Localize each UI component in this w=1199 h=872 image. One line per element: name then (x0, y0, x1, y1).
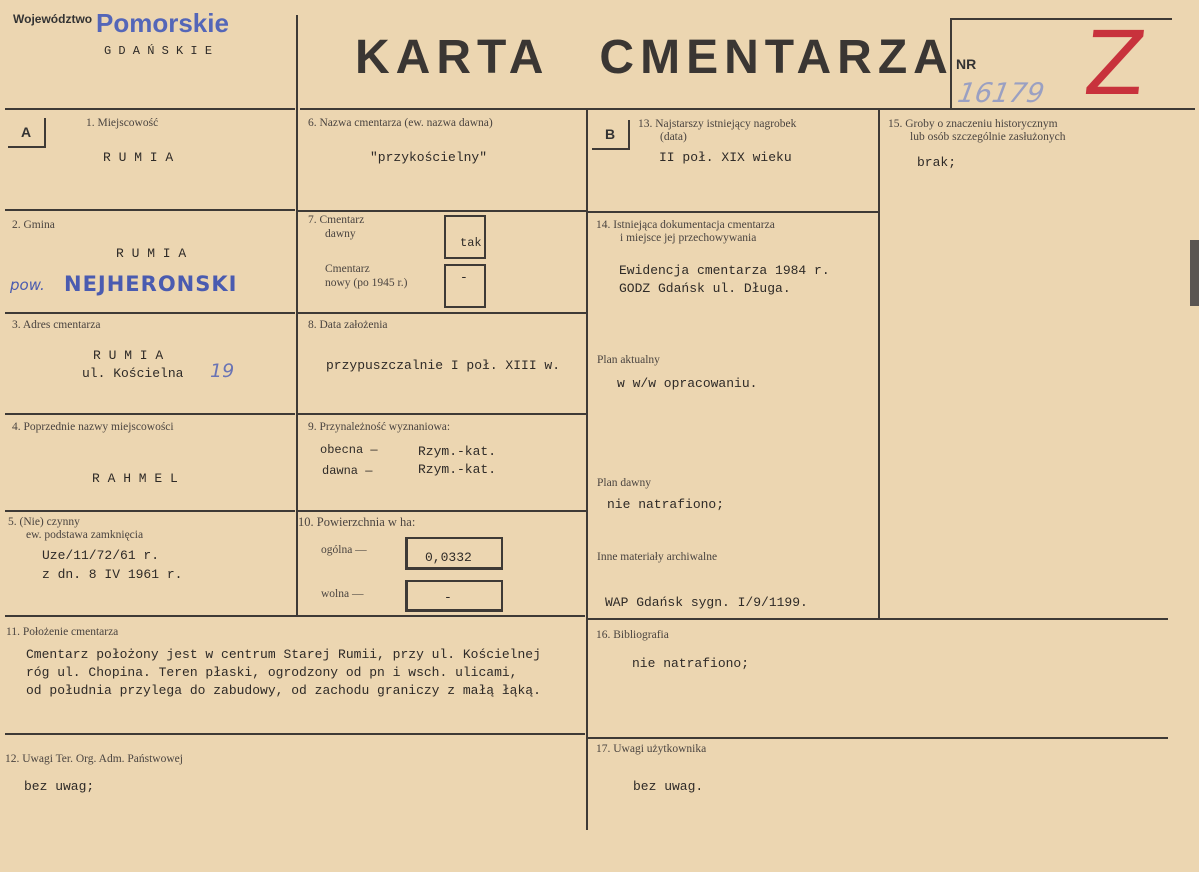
rule (298, 413, 586, 415)
voivodeship-label: Województwo (13, 12, 93, 26)
scan-edge-tab (1190, 240, 1199, 306)
nr-value: 16179 (955, 78, 1047, 109)
field-2-label: 2. Gmina (12, 219, 55, 231)
field-14-sublabel: i miejsce jej przechowywania (620, 232, 757, 244)
rule (588, 618, 1168, 620)
rule (5, 209, 295, 211)
field-6-label: 6. Nazwa cmentarza (ew. nazwa dawna) (308, 117, 493, 129)
field-5-line2: z dn. 8 IV 1961 r. (42, 567, 183, 582)
field-3-line1: R U M I A (93, 348, 164, 363)
other-materials-value: WAP Gdańsk sygn. I/9/1199. (605, 595, 808, 610)
field-9-current-label: obecna — (320, 443, 378, 457)
field-6-value: "przykościelny" (370, 150, 488, 165)
rule (298, 210, 586, 212)
category-mark: Z (1079, 12, 1151, 115)
field-14-line2: GODZ Gdańsk ul. Długa. (619, 281, 791, 296)
section-a-marker: A (8, 118, 46, 148)
plan-current-value: w w/w opracowaniu. (617, 376, 758, 391)
rule (5, 312, 295, 314)
field-9-label: 9. Przynależność wyznaniowa: (308, 421, 451, 433)
field-13-label: 13. Najstarszy istniejący nagrobek (638, 118, 797, 130)
district-prefix: pow. (10, 276, 45, 294)
rule (298, 510, 586, 512)
field-13-value: II poł. XIX wieku (659, 150, 792, 165)
field-15-label: 15. Groby o znaczeniu historycznym (888, 118, 1058, 130)
field-1-value: R U M I A (103, 150, 174, 165)
page-title: KARTA CMENTARZA (355, 31, 954, 84)
field-9-current-value: Rzym.-kat. (418, 444, 497, 459)
field-7-new-label: Cmentarz (325, 263, 370, 275)
plan-old-label: Plan dawny (597, 477, 651, 489)
rule (5, 108, 295, 110)
field-12-label: 12. Uwagi Ter. Org. Adm. Państwowej (5, 753, 183, 765)
section-b-marker: B (592, 120, 630, 150)
field-8-label: 8. Data założenia (308, 319, 388, 331)
field-10-label: 10. Powierzchnia w ha: (298, 515, 416, 529)
rule (5, 413, 295, 415)
rule (298, 312, 586, 314)
field-15-value: brak; (917, 155, 957, 170)
field-1-label: 1. Miejscowość (86, 117, 159, 129)
field-17-label: 17. Uwagi użytkownika (596, 743, 707, 755)
rule (300, 108, 1195, 110)
field-3-number: 19 (210, 360, 235, 382)
field-12-value: bez uwag; (24, 779, 95, 794)
field-15-sublabel: lub osób szczególnie zasłużonych (910, 131, 1066, 143)
field-5-label: 5. (Nie) czynny (8, 516, 80, 528)
field-16-value: nie natrafiono; (632, 656, 750, 671)
rule (878, 110, 880, 618)
field-9-former-value: Rzym.-kat. (418, 462, 497, 477)
field-10-free-value: - (444, 590, 452, 605)
field-17-value: bez uwag. (633, 779, 704, 794)
rule (5, 733, 585, 735)
field-16-label: 16. Bibliografia (596, 629, 669, 641)
field-7-sublabel: dawny (325, 228, 356, 240)
field-8-value: przypuszczalnie I poł. XIII w. (326, 358, 561, 373)
old-voivodeship: G D A Ń S K I E (104, 44, 213, 58)
rule (5, 510, 295, 512)
field-7-new-sublabel: nowy (po 1945 r.) (325, 277, 408, 289)
field-11-line2: róg ul. Chopina. Teren płaski, ogrodzony od pn i wsch. ulicami, (26, 665, 518, 680)
field-5-line1: Uze/11/72/61 r. (42, 548, 160, 563)
field-7-new-value: - (460, 270, 468, 285)
voivodeship-value: Pomorskie (96, 8, 229, 38)
field-7-old-value: tak (460, 236, 482, 250)
field-10-total-label: ogólna — (321, 544, 367, 556)
rule (588, 737, 1168, 739)
field-11-line3: od południa przylega do zabudowy, od zachodu graniczy z małą łąką. (26, 683, 541, 698)
field-11-label: 11. Położenie cmentarza (6, 626, 119, 638)
rule (588, 211, 878, 213)
field-7-label: 7. Cmentarz (308, 214, 365, 226)
district-value: NEJHERONSKI (64, 272, 238, 296)
plan-old-value: nie natrafiono; (607, 497, 725, 512)
field-5-sublabel: ew. podstawa zamknięcia (26, 529, 144, 541)
field-3-line2: ul. Kościelna (82, 366, 184, 381)
field-2-value: R U M I A (116, 246, 187, 261)
field-4-value: R A H M E L (92, 471, 178, 486)
field-14-line1: Ewidencja cmentarza 1984 r. (619, 263, 830, 278)
plan-current-label: Plan aktualny (597, 354, 660, 366)
other-materials-label: Inne materiały archiwalne (597, 551, 718, 563)
field-3-label: 3. Adres cmentarza (12, 319, 101, 331)
field-10-total-value: 0,0332 (425, 550, 472, 565)
field-10-free-label: wolna — (321, 588, 364, 600)
field-10-free-box (405, 580, 503, 612)
rule (5, 615, 585, 617)
nr-label: NR (956, 56, 977, 72)
field-14-label: 14. Istniejąca dokumentacja cmentarza (596, 219, 775, 231)
field-13-sublabel: (data) (660, 131, 687, 143)
field-11-line1: Cmentarz położony jest w centrum Starej Rumii, przy ul. Kościelnej (26, 647, 541, 662)
field-4-label: 4. Poprzednie nazwy miejscowości (12, 421, 174, 433)
rule (586, 110, 588, 830)
field-9-former-label: dawna — (322, 464, 373, 478)
